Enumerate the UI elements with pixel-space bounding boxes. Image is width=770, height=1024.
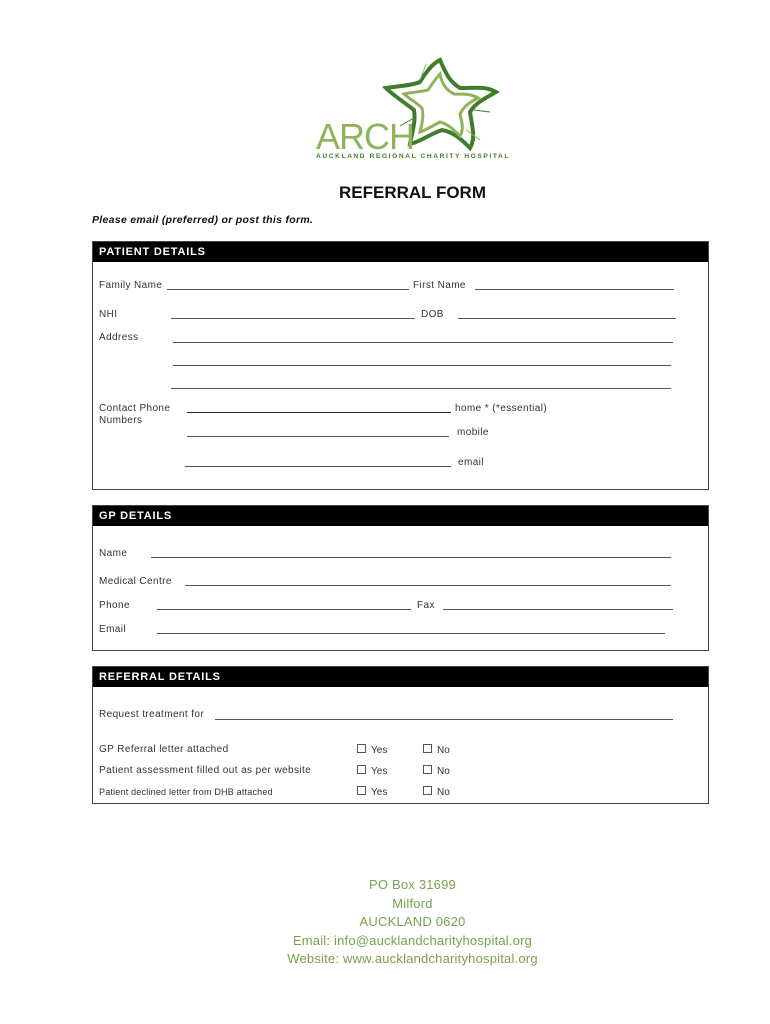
address-field-line-2[interactable] (173, 365, 671, 366)
nhi-label: NHI (99, 309, 118, 320)
yes-checkbox[interactable] (357, 786, 387, 798)
logo-wordmark: ARCH (316, 116, 415, 157)
email-field[interactable] (185, 466, 451, 467)
dob-field[interactable] (458, 318, 676, 319)
footer-address (0, 876, 770, 969)
patient-details-section (92, 241, 709, 490)
page-title: REFERRAL FORM (338, 183, 486, 202)
yes-checkbox[interactable] (357, 765, 387, 777)
request-treatment-label: Request treatment for (99, 709, 205, 720)
address-field-line-3[interactable] (171, 388, 671, 389)
footer-email: Email: info@aucklandcharityhospital.org (292, 932, 533, 948)
medical-centre-label: Medical Centre (99, 576, 172, 587)
gp-name-label: Name (99, 548, 128, 559)
gp-phone-label: Phone (99, 600, 130, 611)
dob-label: DOB (421, 309, 444, 320)
section-heading: REFERRAL DETAILS (93, 667, 708, 687)
yes-label: Yes (371, 787, 388, 798)
gp-fax-field[interactable] (443, 609, 673, 610)
section-heading: PATIENT DETAILS (93, 242, 708, 262)
mobile-field[interactable] (187, 436, 449, 437)
no-checkbox[interactable] (423, 765, 450, 777)
address-label: Address (99, 332, 139, 343)
no-label: No (437, 766, 450, 777)
logo-subtitle: AUCKLAND REGIONAL CHARITY HOSPITAL (316, 153, 510, 160)
suburb: Milford (392, 895, 433, 911)
address-field-line-1[interactable] (173, 342, 673, 343)
no-label: No (437, 787, 450, 798)
home-phone-field[interactable] (187, 412, 451, 413)
checkbox-icon (423, 765, 432, 774)
gp-phone-field[interactable] (157, 609, 411, 610)
numbers-label: Numbers (99, 415, 143, 426)
checkbox-icon (423, 744, 432, 753)
email-label: email (458, 457, 484, 468)
po-box: PO Box 31699 (369, 877, 456, 892)
referral-item-label: GP Referral letter attached (99, 744, 229, 755)
family-name-field[interactable] (167, 289, 409, 290)
gp-email-field[interactable] (157, 633, 665, 634)
mobile-label: mobile (457, 427, 489, 438)
yes-label: Yes (371, 766, 388, 777)
footer-website: Website: www.aucklandcharityhospital.org (287, 951, 538, 966)
gp-email-label: Email (99, 624, 127, 635)
home-label: home * (*essential) (455, 403, 548, 414)
request-treatment-field[interactable] (215, 719, 673, 720)
no-label: No (437, 745, 450, 756)
family-name-label: Family Name (99, 280, 163, 291)
page-subtitle: Please email (preferred) or post this form. (92, 214, 314, 226)
first-name-field[interactable] (475, 289, 674, 290)
referral-details-section (92, 666, 709, 804)
checkbox-icon (423, 786, 432, 795)
contact-phone-label: Contact Phone (99, 403, 171, 414)
section-heading: GP DETAILS (93, 506, 708, 526)
referral-item-label: Patient declined letter from DHB attached (99, 787, 273, 797)
yes-label: Yes (371, 745, 388, 756)
gp-details-section (92, 505, 709, 651)
referral-item-label: Patient assessment filled out as per website (99, 765, 312, 776)
medical-centre-field[interactable] (185, 585, 671, 586)
gp-fax-label: Fax (417, 600, 435, 611)
gp-name-field[interactable] (151, 557, 671, 558)
first-name-label: First Name (413, 280, 466, 291)
nhi-field[interactable] (171, 318, 415, 319)
no-checkbox[interactable] (423, 786, 450, 798)
checkbox-icon (357, 786, 366, 795)
checkbox-icon (357, 765, 366, 774)
city: AUCKLAND 0620 (359, 914, 466, 929)
no-checkbox[interactable] (423, 744, 450, 756)
checkbox-icon (357, 744, 366, 753)
yes-checkbox[interactable] (357, 744, 387, 756)
